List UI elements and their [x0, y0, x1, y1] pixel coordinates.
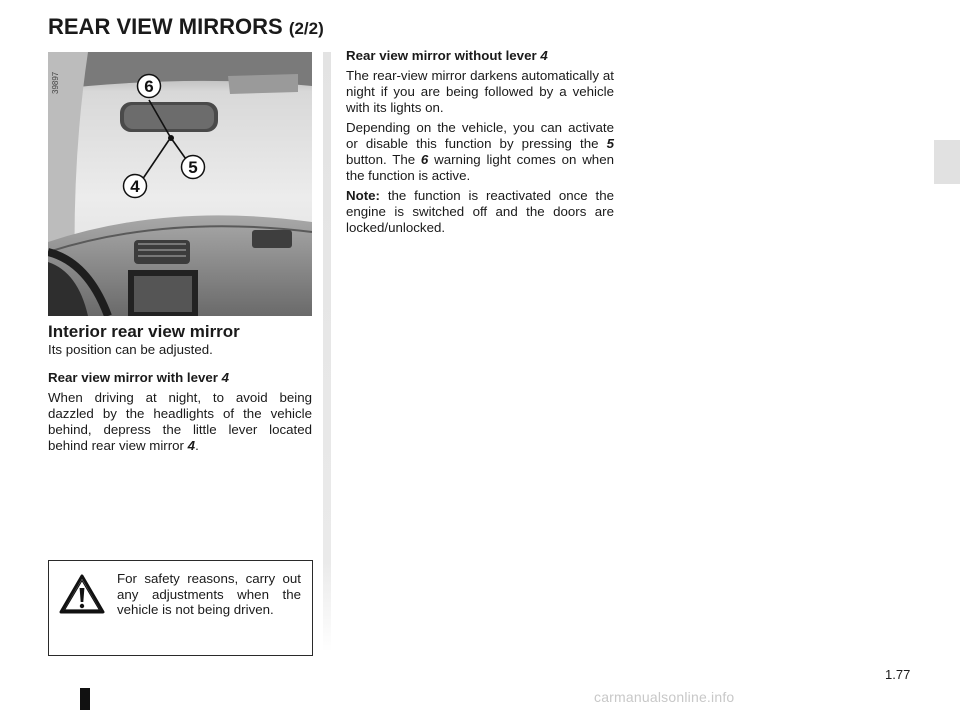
mirror-illustration	[48, 52, 312, 316]
note-text: Note: the function is reactivated once the engine is switched off and the doors are locked/unlocked.	[346, 188, 614, 235]
chapter-tab	[934, 140, 960, 184]
warning-box	[48, 560, 313, 656]
right-column	[346, 48, 614, 236]
section-heading: Interior rear view mirror	[48, 322, 240, 341]
callout-6-label: 6	[144, 77, 154, 96]
figure-code: 39897	[51, 71, 60, 94]
column-divider	[323, 52, 331, 652]
callout-5-label: 5	[188, 158, 198, 177]
lever-heading: Rear view mirror with lever 4	[48, 370, 230, 385]
left-column	[48, 322, 312, 454]
warning-triangle-icon	[59, 573, 105, 615]
watermark: carmanualsonline.info	[594, 689, 735, 705]
lever-body: When driving at night, to avoid being dazzled by the headlights of the vehicle behind, depress the little lever located behind rear view mirror 4.	[48, 390, 312, 453]
callout-6	[136, 70, 154, 96]
auto-dim-text: The rear-view mirror darkens automatically at night if you are being followed by a vehicle with its lights on.	[346, 68, 614, 115]
mirror-figure	[48, 52, 312, 316]
callout-4-label: 4	[130, 177, 140, 196]
button-text: Depending on the vehicle, you can activate or disable this function by pressing the 5 button. The 6 warning light comes on when the function is active.	[346, 120, 614, 183]
page-number: 1.77	[885, 667, 911, 682]
callout-5	[180, 153, 198, 177]
page-title: REAR VIEW MIRRORS (2/2)	[48, 14, 324, 39]
page-title-suffix: (2/2)	[288, 19, 324, 38]
no-lever-heading: Rear view mirror without lever 4	[346, 48, 548, 63]
intro-text: Its position can be adjusted.	[48, 342, 213, 357]
corner-mark	[80, 688, 90, 710]
warning-text: For safety reasons, carry out any adjustments when the vehicle is not being driven.	[117, 571, 301, 617]
callout-4	[122, 172, 140, 196]
